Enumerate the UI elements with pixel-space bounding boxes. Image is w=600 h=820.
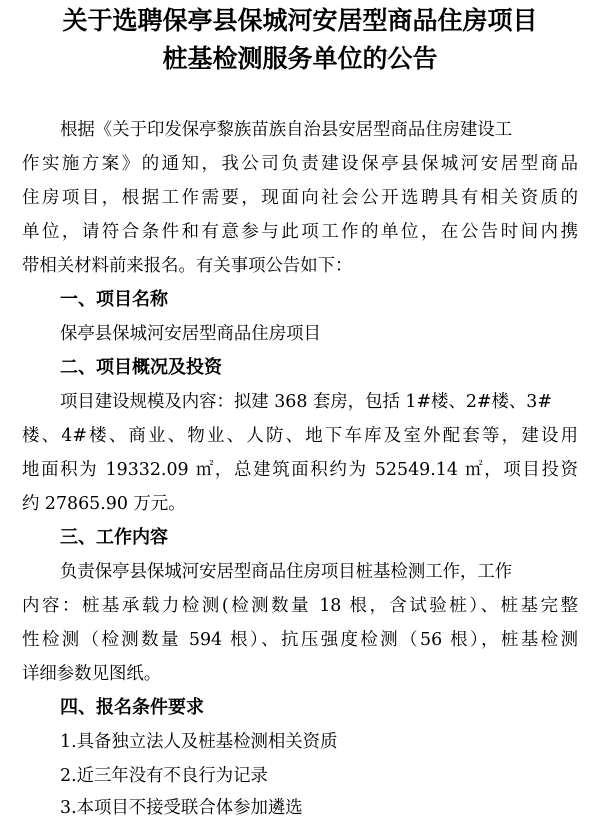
intro-line: 住房项目，根据工作需要，现面向社会公开选聘具有相关资质的: [22, 188, 578, 208]
title-line-1: 关于选聘保亭县保城河安居型商品住房项目: [62, 6, 538, 35]
requirement-item: 2.近三年没有不良行为记录: [60, 766, 268, 786]
section-line: 楼、4#楼、商业、物业、人防、地下车库及室外配套等，建设用: [22, 426, 578, 446]
intro-line: 根据《关于印发保亭黎族苗族自治县安居型商品住房建设工: [60, 120, 513, 140]
section-line: 地面积为 19332.09 ㎡，总建筑面积约为 52549.14 ㎡，项目投资: [22, 460, 578, 480]
section-heading-work-content: 三、工作内容: [60, 527, 168, 548]
section-line: 详细参数见图纸。: [22, 664, 162, 684]
section-heading-requirements: 四、报名条件要求: [60, 697, 204, 718]
title-line-2: 桩基检测服务单位的公告: [162, 44, 438, 73]
section-line: 保亭县保城河安居型商品住房项目: [60, 324, 321, 344]
intro-line: 作实施方案》的通知，我公司负责建设保亭县保城河安居型商品: [22, 154, 578, 174]
intro-line: 单位，请符合条件和有意参与此项工作的单位，在公告时间内携: [22, 222, 578, 242]
section-line: 负责保亭县保城河安居型商品住房项目桩基检测工作，工作: [60, 562, 513, 582]
section-line: 项目建设规模及内容：拟建 368 套房，包括 1#楼、2#楼、3#: [60, 392, 552, 412]
section-heading-overview: 二、项目概况及投资: [60, 357, 222, 378]
section-line: 内容：桩基承载力检测(检测数量 18 根，含试验桩）、桩基完整: [22, 596, 578, 616]
requirement-item: 3.本项目不接受联合体参加遴选: [60, 798, 303, 818]
section-line: 性检测（检测数量 594 根）、抗压强度检测（56 根），桩基检测: [22, 630, 578, 650]
requirement-item: 1.具备独立法人及桩基检测相关资质: [60, 732, 338, 752]
section-line: 约 27865.90 万元。: [22, 494, 186, 514]
intro-line: 带相关材料前来报名。有关事项公告如下：: [22, 256, 353, 276]
section-heading-project-name: 一、项目名称: [60, 289, 168, 310]
